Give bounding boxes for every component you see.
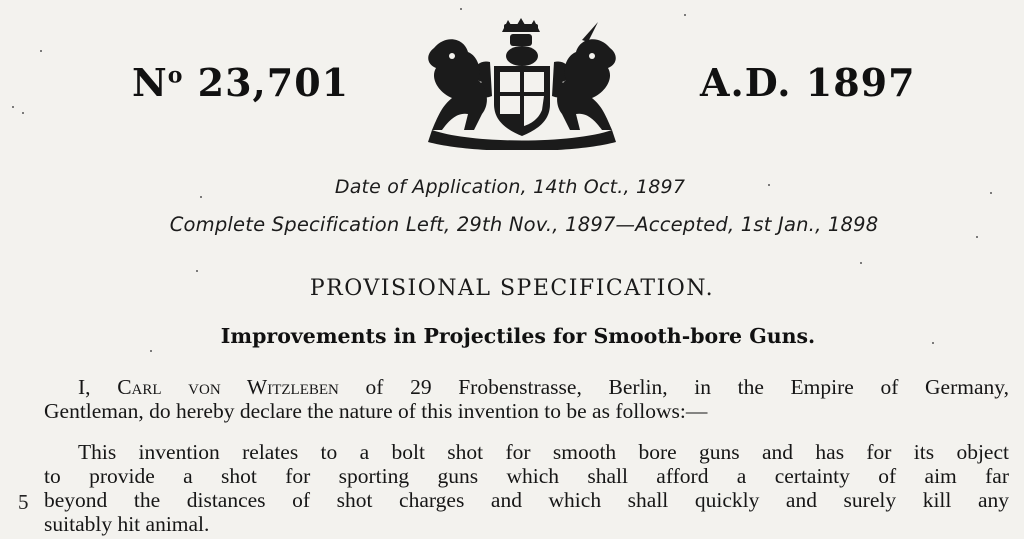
scan-speck	[196, 270, 198, 272]
scan-speck	[932, 342, 934, 344]
scan-speck	[860, 262, 862, 264]
invention-paragraph	[44, 440, 1009, 536]
paragraph-line: suitably hit animal.	[44, 512, 210, 536]
scan-speck	[200, 196, 202, 198]
scan-speck	[22, 112, 24, 114]
declaration-paragraph	[44, 375, 1009, 423]
inventor-name: Carl von Witzleben	[117, 375, 339, 399]
scan-speck	[684, 14, 686, 16]
patent-title: Improvements in Projectiles for Smooth-bore Guns.	[220, 324, 816, 348]
patent-number: $N^o$ 23,701	[132, 60, 350, 105]
scan-speck	[990, 192, 992, 194]
margin-line-number: 5	[18, 490, 29, 514]
paragraph-line: I, Carl von Witzleben of 29 Frobenstrasse, Berlin, in the Empire of Germany,	[78, 375, 1009, 399]
scan-speck	[150, 350, 152, 352]
scan-speck	[460, 8, 462, 10]
paragraph-line: beyond the distances of shot charges and which shall quickly and surely kill any	[44, 488, 1009, 512]
paragraph-line: Gentleman, do hereby declare the nature of this invention to be as follows:—	[44, 399, 708, 423]
royal-coat-of-arms-icon	[412, 18, 632, 150]
paragraph-line: This invention relates to a bolt shot for smooth bore guns and has for its object	[78, 440, 1009, 464]
application-date: Date of Application, 14th Oct., 1897	[334, 176, 686, 198]
scan-speck	[976, 236, 978, 238]
complete-specification-date: Complete Specification Left, 29th Nov., 1897—Accepted, 1st Jan., 1898	[169, 213, 879, 236]
specification-heading: PROVISIONAL SPECIFICATION.	[309, 276, 715, 301]
scan-speck	[40, 50, 42, 52]
scan-speck	[768, 184, 770, 186]
scan-speck	[12, 106, 14, 108]
patent-year: A.D. 1897	[700, 60, 916, 105]
paragraph-line: to provide a shot for sporting guns which shall afford a certainty of aim far	[44, 464, 1009, 488]
